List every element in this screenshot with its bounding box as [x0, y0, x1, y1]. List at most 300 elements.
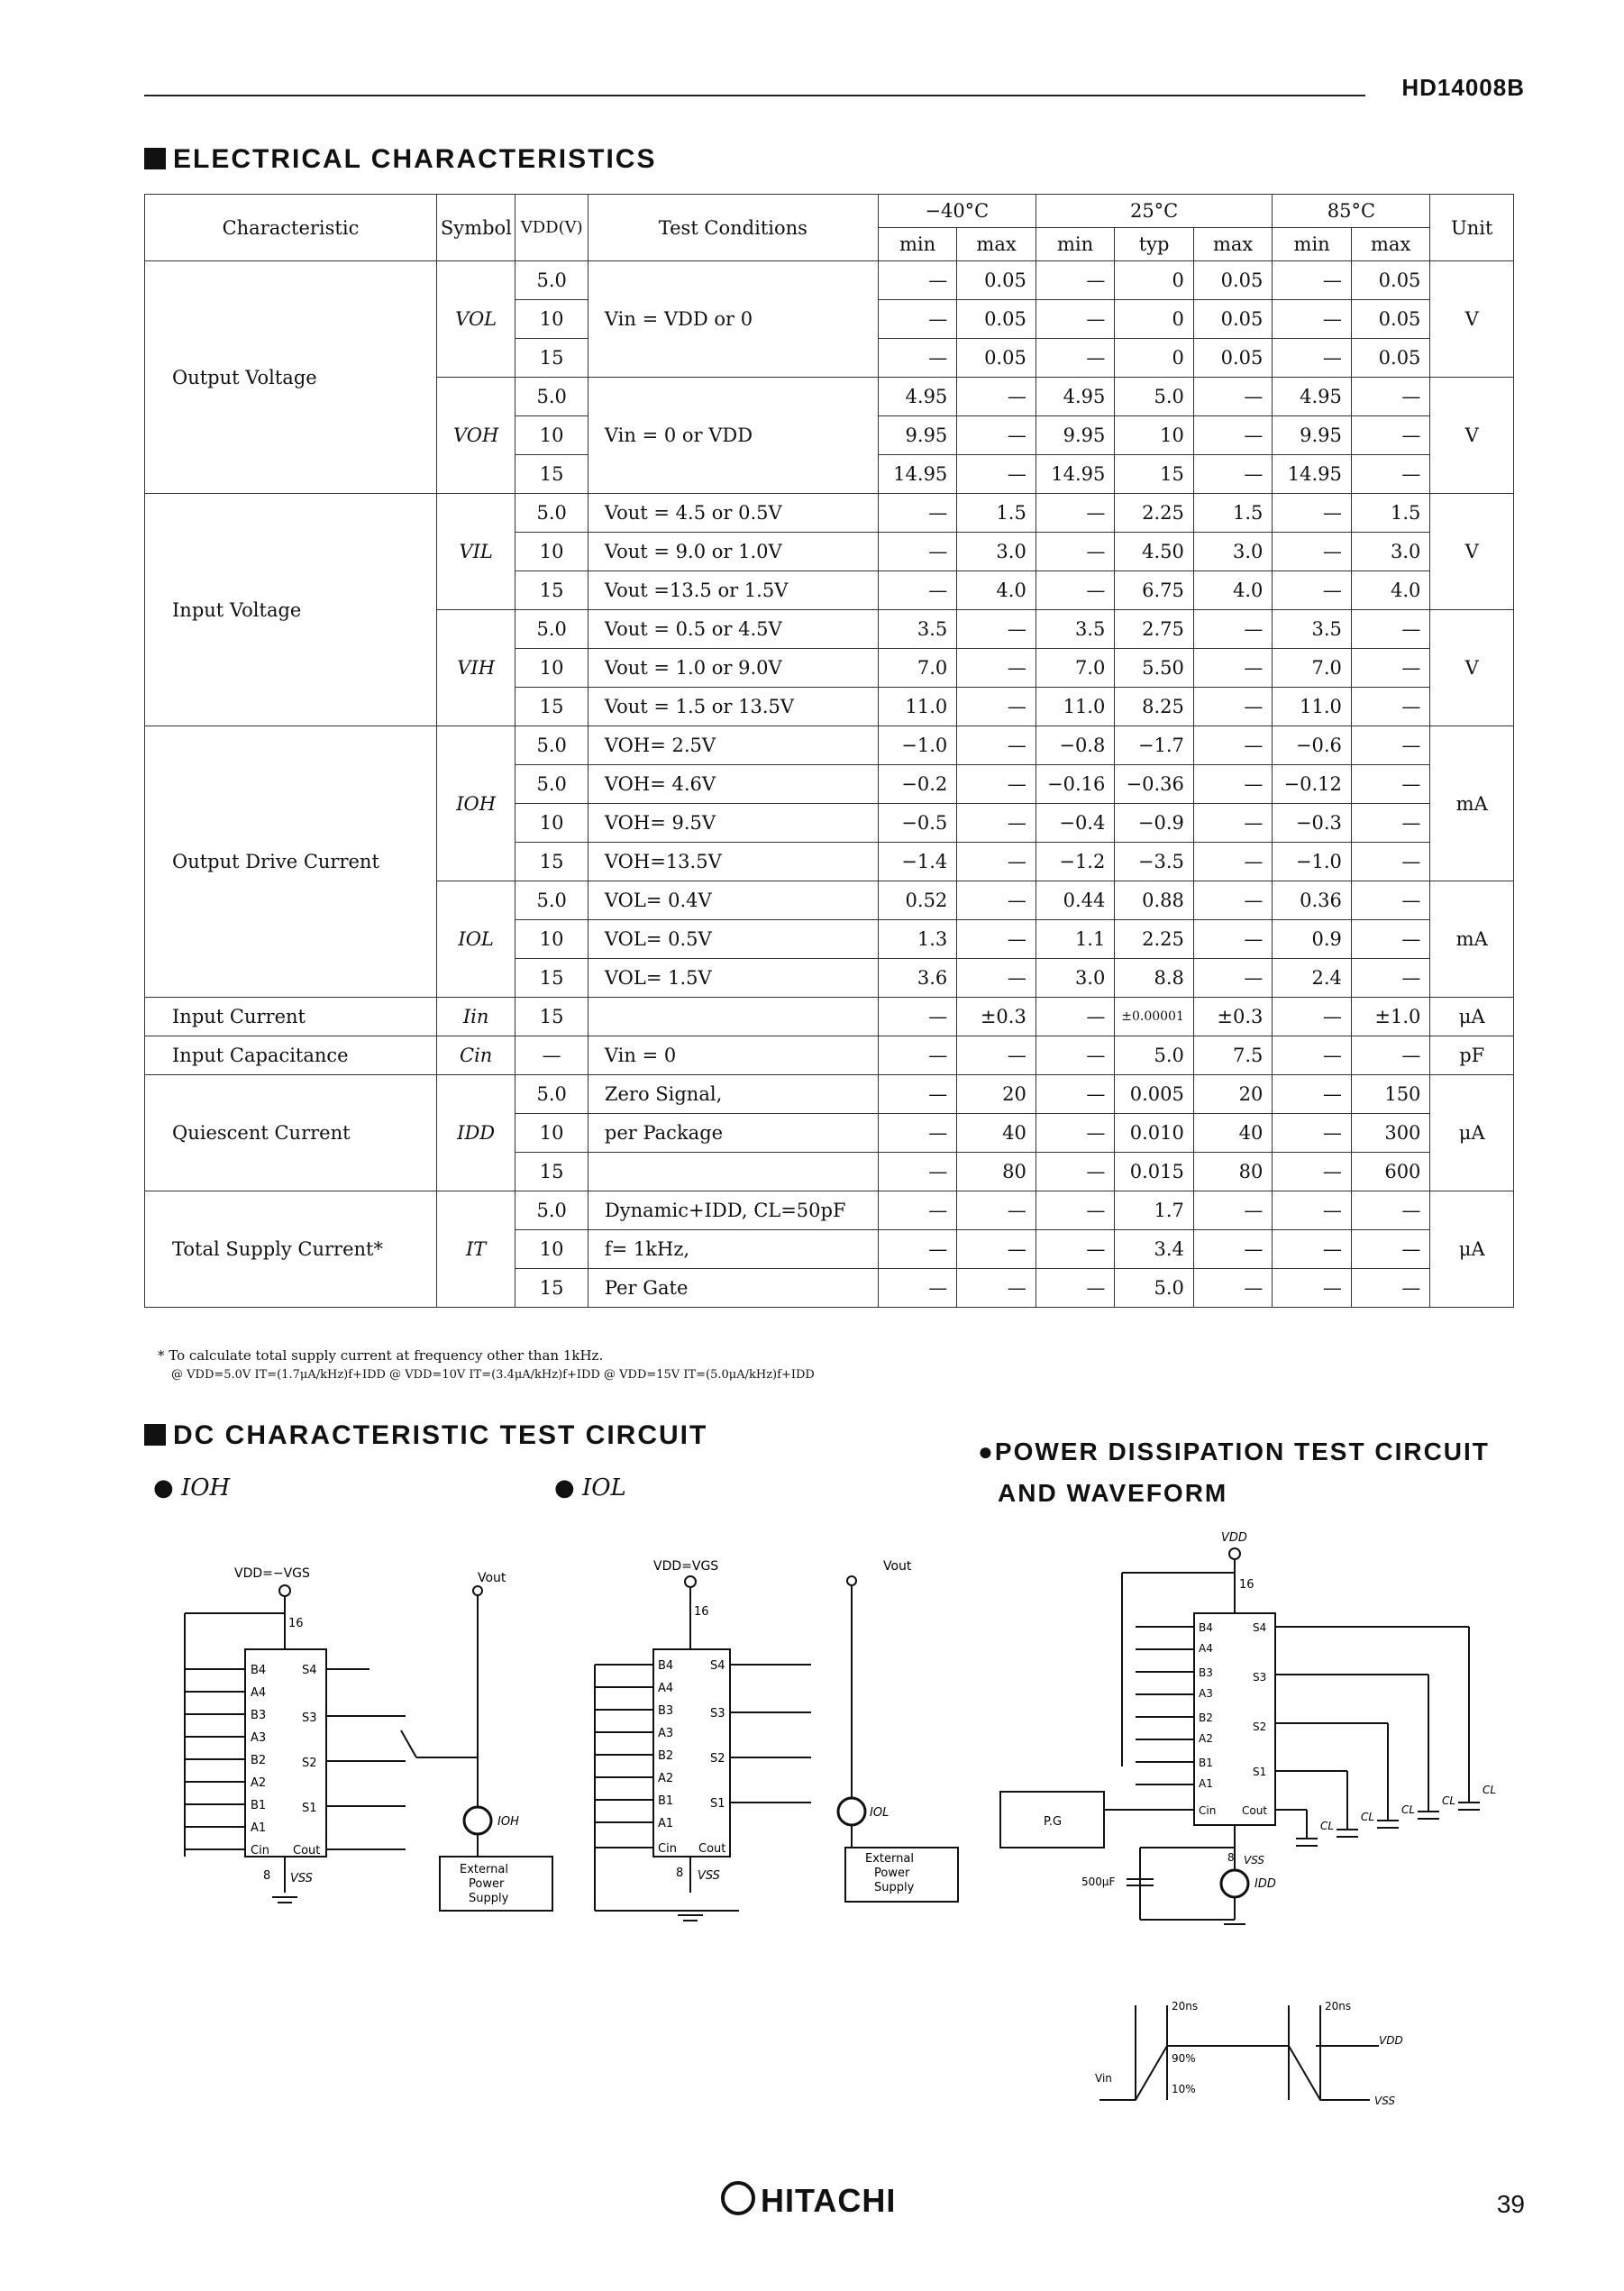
cell-value: —	[1273, 261, 1352, 300]
svg-text:S1: S1	[302, 1802, 317, 1815]
cell-value: 40	[957, 1114, 1036, 1153]
brand-logo: HITACHI	[721, 2181, 896, 2220]
svg-text:B2: B2	[658, 1749, 674, 1763]
cell-condition: VOL= 0.4V	[588, 881, 878, 920]
cell-vdd: 10	[515, 533, 588, 571]
cell-vdd: 5.0	[515, 726, 588, 765]
svg-text:CL: CL	[1401, 1803, 1416, 1816]
svg-text:S2: S2	[302, 1757, 317, 1770]
cell-value: —	[957, 843, 1036, 881]
cell-value: 4.95	[878, 378, 957, 416]
svg-text:Vin: Vin	[1095, 2072, 1112, 2085]
svg-text:P.G: P.G	[1044, 1815, 1063, 1829]
table-row	[145, 1191, 1514, 1230]
cell-unit: mA	[1430, 726, 1514, 881]
footnote: * To calculate total supply current at frequency other than 1kHz.	[158, 1347, 604, 1364]
cell-value: —	[878, 533, 957, 571]
hdr-temp-85: 85°C	[1273, 195, 1430, 228]
cell-vdd: 10	[515, 649, 588, 688]
cell-value: —	[1036, 1230, 1115, 1269]
iol-subtitle: ● IOL	[554, 1474, 626, 1501]
svg-text:Vout: Vout	[478, 1571, 506, 1585]
cell-value: —	[1193, 959, 1273, 998]
cell-value: —	[1193, 688, 1273, 726]
svg-text:S3: S3	[302, 1711, 317, 1725]
svg-text:8: 8	[263, 1869, 271, 1883]
cell-value: −1.7	[1115, 726, 1194, 765]
cell-value: 0.015	[1115, 1153, 1194, 1191]
cell-condition: Vout = 9.0 or 1.0V	[588, 533, 878, 571]
svg-text:A2: A2	[251, 1776, 267, 1790]
cell-value: 300	[1351, 1114, 1430, 1153]
cell-value: —	[1351, 726, 1430, 765]
cell-value: −0.12	[1273, 765, 1352, 804]
cell-value: 0.010	[1115, 1114, 1194, 1153]
cell-vdd: 5.0	[515, 1191, 588, 1230]
cell-value: —	[878, 1114, 957, 1153]
cell-characteristic: Output Drive Current	[145, 726, 437, 998]
hdr-temp-m40: −40°C	[878, 195, 1036, 228]
hdr-temp-25: 25°C	[1036, 195, 1273, 228]
cell-value: 11.0	[1036, 688, 1115, 726]
footnote-formulas: @ VDD=5.0V IT=(1.7μA/kHz)f+IDD @ VDD=10V IT=(3.4μA/kHz)f+IDD @ VDD=15V IT=(5.0μA/kHz)f+IDD	[171, 1368, 815, 1382]
svg-text:90%: 90%	[1172, 2052, 1196, 2065]
cell-vdd: 5.0	[515, 1075, 588, 1114]
table-row	[145, 494, 1514, 533]
cell-condition: Vout = 0.5 or 4.5V	[588, 610, 878, 649]
cell-value: 4.50	[1115, 533, 1194, 571]
cell-value: −0.16	[1036, 765, 1115, 804]
svg-text:A1: A1	[658, 1817, 674, 1830]
cell-vdd: 5.0	[515, 378, 588, 416]
cell-symbol: Cin	[436, 1036, 515, 1075]
cell-value: 0.05	[957, 339, 1036, 378]
cell-unit: pF	[1430, 1036, 1514, 1075]
cell-value: 11.0	[1273, 688, 1352, 726]
cell-value: —	[1273, 1269, 1352, 1308]
cell-value: 11.0	[878, 688, 957, 726]
cell-condition: Vout =13.5 or 1.5V	[588, 571, 878, 610]
svg-text:External: External	[460, 1863, 508, 1876]
svg-text:B4: B4	[251, 1664, 267, 1677]
svg-text:20ns: 20ns	[1325, 2000, 1352, 2013]
cell-value: 4.95	[1273, 378, 1352, 416]
ioh-test-circuit	[171, 1550, 586, 1929]
cell-value: —	[1273, 998, 1352, 1036]
svg-text:A2: A2	[1199, 1732, 1213, 1745]
cell-value: —	[1351, 804, 1430, 843]
cell-vdd: 15	[515, 1269, 588, 1308]
cell-value: —	[878, 571, 957, 610]
cell-value: 0.05	[1193, 300, 1273, 339]
svg-text:B1: B1	[251, 1799, 267, 1812]
cell-value: 0	[1115, 339, 1194, 378]
svg-text:B2: B2	[251, 1754, 267, 1767]
cell-value: —	[878, 998, 957, 1036]
cell-value: —	[957, 1230, 1036, 1269]
cell-value: —	[1193, 920, 1273, 959]
page-number: 39	[1496, 2190, 1525, 2218]
cell-condition: VOL= 0.5V	[588, 920, 878, 959]
cell-vdd: 15	[515, 959, 588, 998]
cell-value: —	[878, 300, 957, 339]
svg-text:Cin: Cin	[251, 1844, 269, 1857]
hdr-min: min	[878, 228, 957, 261]
cell-value: —	[1036, 339, 1115, 378]
svg-text:IOH: IOH	[497, 1815, 519, 1829]
cell-condition: Vin = 0	[588, 1036, 878, 1075]
svg-text:VSS: VSS	[698, 1869, 720, 1883]
cell-value: 80	[957, 1153, 1036, 1191]
cell-value: —	[1193, 843, 1273, 881]
cell-value: —	[878, 1075, 957, 1114]
cell-symbol: VIL	[436, 494, 515, 610]
svg-text:A4: A4	[251, 1686, 267, 1700]
power-dissipation-circuit	[991, 1523, 1532, 1992]
hdr-max: max	[1193, 228, 1273, 261]
cell-value: 3.0	[1351, 533, 1430, 571]
cell-value: —	[1036, 533, 1115, 571]
hdr-max: max	[957, 228, 1036, 261]
cell-value: 3.4	[1115, 1230, 1194, 1269]
cell-value: —	[1193, 1269, 1273, 1308]
cell-value: 2.25	[1115, 920, 1194, 959]
cell-value: —	[1036, 261, 1115, 300]
cell-value: 5.50	[1115, 649, 1194, 688]
cell-condition: Vout = 1.5 or 13.5V	[588, 688, 878, 726]
cell-vdd: 5.0	[515, 610, 588, 649]
cell-vdd: 15	[515, 688, 588, 726]
cell-value: −1.2	[1036, 843, 1115, 881]
cell-value: —	[1351, 1269, 1430, 1308]
cell-value: 0.52	[878, 881, 957, 920]
cell-vdd: 10	[515, 804, 588, 843]
cell-value: —	[957, 1036, 1036, 1075]
svg-text:A4: A4	[1199, 1642, 1213, 1655]
cell-value: —	[1351, 416, 1430, 455]
hdr-symbol: Symbol	[436, 195, 515, 261]
svg-text:20ns: 20ns	[1172, 2000, 1199, 2013]
cell-value: 0.05	[1351, 339, 1430, 378]
cell-value: 0.44	[1036, 881, 1115, 920]
cell-value: 4.95	[1036, 378, 1115, 416]
cell-value: —	[878, 494, 957, 533]
cell-value: —	[1273, 339, 1352, 378]
svg-text:S1: S1	[710, 1797, 725, 1811]
cell-characteristic: Total Supply Current*	[145, 1191, 437, 1308]
cell-value: 9.95	[1036, 416, 1115, 455]
cell-value: 0	[1115, 300, 1194, 339]
cell-vdd: 10	[515, 920, 588, 959]
cell-vdd: 15	[515, 455, 588, 494]
cell-characteristic: Input Voltage	[145, 494, 437, 726]
cell-value: —	[1193, 649, 1273, 688]
svg-text:S3: S3	[1253, 1671, 1267, 1684]
cell-condition: Per Gate	[588, 1269, 878, 1308]
cell-value: —	[1036, 571, 1115, 610]
cell-value: —	[1273, 1191, 1352, 1230]
svg-text:16: 16	[1239, 1578, 1254, 1592]
cell-vdd: 10	[515, 1114, 588, 1153]
cell-value: 20	[957, 1075, 1036, 1114]
cell-condition: VOH=13.5V	[588, 843, 878, 881]
cell-value: —	[1273, 1153, 1352, 1191]
cell-value: 8.25	[1115, 688, 1194, 726]
cell-value: −0.36	[1115, 765, 1194, 804]
cell-value: —	[957, 416, 1036, 455]
header-rule	[144, 95, 1365, 96]
svg-text:External: External	[865, 1852, 914, 1866]
cell-value: 0.05	[1351, 261, 1430, 300]
cell-value: —	[1193, 804, 1273, 843]
cell-value: 0.005	[1115, 1075, 1194, 1114]
cell-value: —	[957, 1191, 1036, 1230]
cell-value: —	[1351, 765, 1430, 804]
table-row	[145, 998, 1514, 1036]
cell-unit: V	[1430, 261, 1514, 378]
cell-value: 0.88	[1115, 881, 1194, 920]
cell-condition: Zero Signal,	[588, 1075, 878, 1114]
cell-value: —	[957, 804, 1036, 843]
cell-value: 5.0	[1115, 378, 1194, 416]
cell-value: −0.5	[878, 804, 957, 843]
svg-text:CL: CL	[1361, 1811, 1375, 1823]
cell-value: 1.5	[1193, 494, 1273, 533]
cell-value: 3.0	[957, 533, 1036, 571]
svg-text:VDD=−VGS: VDD=−VGS	[234, 1566, 310, 1581]
svg-text:Cout: Cout	[698, 1842, 726, 1856]
svg-text:S4: S4	[302, 1664, 317, 1677]
cell-symbol: IOH	[436, 726, 515, 881]
cell-value: —	[957, 1269, 1036, 1308]
cell-unit: V	[1430, 494, 1514, 610]
cell-value: 5.0	[1115, 1269, 1194, 1308]
cell-value: —	[1351, 1191, 1430, 1230]
cell-value: 150	[1351, 1075, 1430, 1114]
cell-unit: V	[1430, 610, 1514, 726]
hdr-typ: typ	[1115, 228, 1194, 261]
cell-value: —	[1036, 1269, 1115, 1308]
cell-value: —	[878, 261, 957, 300]
cell-symbol: VIH	[436, 610, 515, 726]
cell-value: —	[957, 881, 1036, 920]
cell-condition	[588, 998, 878, 1036]
cell-value: 3.5	[1036, 610, 1115, 649]
svg-text:A3: A3	[658, 1727, 674, 1740]
cell-value: —	[1036, 1114, 1115, 1153]
cell-value: −1.0	[1273, 843, 1352, 881]
cell-vdd: 15	[515, 998, 588, 1036]
cell-value: —	[1273, 1114, 1352, 1153]
cell-value: —	[1193, 1191, 1273, 1230]
hdr-min: min	[1273, 228, 1352, 261]
hdr-max: max	[1351, 228, 1430, 261]
cell-value: 14.95	[878, 455, 957, 494]
svg-text:VDD: VDD	[1379, 2034, 1403, 2047]
part-number: HD14008B	[1401, 74, 1525, 101]
cell-value: —	[1351, 843, 1430, 881]
cell-value: —	[1193, 455, 1273, 494]
cell-vdd: 5.0	[515, 765, 588, 804]
svg-text:Supply: Supply	[469, 1892, 509, 1905]
svg-text:A2: A2	[658, 1772, 674, 1785]
svg-text:B4: B4	[1199, 1621, 1213, 1634]
cell-value: —	[957, 688, 1036, 726]
cell-symbol: Iin	[436, 998, 515, 1036]
svg-text:B3: B3	[251, 1709, 267, 1722]
svg-text:500μF: 500μF	[1081, 1876, 1116, 1888]
cell-vdd: 15	[515, 339, 588, 378]
cell-value: —	[1036, 494, 1115, 533]
table-row	[145, 1036, 1514, 1075]
cell-value: 4.0	[1351, 571, 1430, 610]
electrical-characteristics-table	[144, 194, 1514, 1308]
cell-value: 20	[1193, 1075, 1273, 1114]
cell-characteristic: Output Voltage	[145, 261, 437, 494]
cell-value: —	[1273, 300, 1352, 339]
cell-value: —	[878, 1230, 957, 1269]
ec-section-title: ELECTRICAL CHARACTERISTICS	[144, 144, 656, 175]
cell-value: —	[1351, 959, 1430, 998]
svg-text:Power: Power	[874, 1867, 910, 1880]
cell-value: —	[1351, 1036, 1430, 1075]
cell-value: —	[1273, 1230, 1352, 1269]
svg-text:Cout: Cout	[293, 1844, 321, 1857]
svg-text:A3: A3	[1199, 1687, 1213, 1700]
cell-value: 9.95	[878, 416, 957, 455]
cell-value: —	[1351, 920, 1430, 959]
cell-value: —	[1273, 1036, 1352, 1075]
cell-condition: Vin = 0 or VDD	[588, 378, 878, 494]
cell-value: —	[1273, 571, 1352, 610]
svg-text:CL: CL	[1442, 1794, 1456, 1807]
cell-characteristic: Quiescent Current	[145, 1075, 437, 1191]
cell-condition	[588, 1153, 878, 1191]
cell-value: ±0.00001	[1115, 998, 1194, 1036]
input-waveform	[1081, 1992, 1424, 2118]
cell-vdd: 5.0	[515, 881, 588, 920]
cell-value: —	[1273, 1075, 1352, 1114]
cell-value: 3.0	[1036, 959, 1115, 998]
cell-value: 80	[1193, 1153, 1273, 1191]
cell-vdd: 10	[515, 300, 588, 339]
cell-value: −1.0	[878, 726, 957, 765]
cell-value: —	[957, 920, 1036, 959]
cell-value: 0	[1115, 261, 1194, 300]
cell-condition: Vin = VDD or 0	[588, 261, 878, 378]
cell-value: 40	[1193, 1114, 1273, 1153]
cell-value: 7.0	[1036, 649, 1115, 688]
hdr-test-conditions: Test Conditions	[588, 195, 878, 261]
cell-value: 9.95	[1273, 416, 1352, 455]
svg-text:A1: A1	[251, 1821, 267, 1835]
cell-value: —	[1036, 1036, 1115, 1075]
cell-value: —	[1351, 1230, 1430, 1269]
cell-value: 0.05	[957, 261, 1036, 300]
square-bullet-icon	[144, 1424, 166, 1446]
svg-text:VSS: VSS	[1374, 2095, 1396, 2107]
cell-value: 5.0	[1115, 1036, 1194, 1075]
cell-value: —	[878, 1153, 957, 1191]
cell-characteristic: Input Current	[145, 998, 437, 1036]
cell-value: 4.0	[957, 571, 1036, 610]
cell-vdd: 15	[515, 1153, 588, 1191]
cell-value: 1.1	[1036, 920, 1115, 959]
svg-text:IOL: IOL	[870, 1806, 890, 1820]
cell-value: 4.0	[1193, 571, 1273, 610]
cell-value: −0.2	[878, 765, 957, 804]
cell-value: −0.6	[1273, 726, 1352, 765]
cell-value: —	[957, 455, 1036, 494]
cell-value: 14.95	[1036, 455, 1115, 494]
cell-unit: μA	[1430, 1191, 1514, 1308]
cell-unit: μA	[1430, 1075, 1514, 1191]
cell-value: —	[878, 1269, 957, 1308]
table-row	[145, 261, 1514, 300]
cell-value: 6.75	[1115, 571, 1194, 610]
hdr-vdd: VDD(V)	[515, 195, 588, 261]
cell-condition: VOL= 1.5V	[588, 959, 878, 998]
cell-value: —	[878, 1191, 957, 1230]
cell-value: −3.5	[1115, 843, 1194, 881]
cell-vdd: 15	[515, 843, 588, 881]
svg-text:S4: S4	[710, 1659, 725, 1673]
svg-text:Cin: Cin	[1199, 1804, 1217, 1817]
cell-value: —	[1273, 533, 1352, 571]
svg-text:8: 8	[1227, 1851, 1235, 1864]
cell-value: —	[1193, 1230, 1273, 1269]
svg-text:A4: A4	[658, 1682, 674, 1695]
cell-value: —	[957, 649, 1036, 688]
svg-text:VDD=VGS: VDD=VGS	[653, 1559, 719, 1574]
hitachi-logo-icon	[721, 2181, 755, 2215]
cell-value: 0.36	[1273, 881, 1352, 920]
cell-vdd: 10	[515, 1230, 588, 1269]
svg-text:A1: A1	[1199, 1777, 1213, 1790]
cell-value: 2.4	[1273, 959, 1352, 998]
cell-value: −0.8	[1036, 726, 1115, 765]
cell-value: —	[1351, 378, 1430, 416]
cell-value: 3.5	[1273, 610, 1352, 649]
cell-value: 0.05	[1193, 261, 1273, 300]
svg-text:S2: S2	[710, 1752, 725, 1766]
svg-text:16: 16	[288, 1617, 304, 1630]
cell-condition: VOH= 9.5V	[588, 804, 878, 843]
cell-value: —	[957, 610, 1036, 649]
table-row	[145, 1075, 1514, 1114]
cell-value: —	[1351, 610, 1430, 649]
svg-text:B1: B1	[1199, 1757, 1213, 1769]
svg-text:Cin: Cin	[658, 1842, 677, 1856]
svg-text:VSS: VSS	[1244, 1854, 1265, 1867]
cell-value: 2.25	[1115, 494, 1194, 533]
cell-value: 1.7	[1115, 1191, 1194, 1230]
cell-value: ±0.3	[957, 998, 1036, 1036]
cell-value: 1.5	[957, 494, 1036, 533]
cell-condition: per Package	[588, 1114, 878, 1153]
cell-value: —	[1036, 1191, 1115, 1230]
cell-condition: Dynamic+IDD, CL=50pF	[588, 1191, 878, 1230]
cell-value: ±1.0	[1351, 998, 1430, 1036]
cell-value: −0.4	[1036, 804, 1115, 843]
svg-text:Cout: Cout	[1242, 1804, 1268, 1817]
cell-condition: Vout = 4.5 or 0.5V	[588, 494, 878, 533]
dc-section-title: DC CHARACTERISTIC TEST CIRCUIT	[144, 1420, 707, 1451]
cell-value: —	[957, 959, 1036, 998]
cell-value: —	[1193, 416, 1273, 455]
square-bullet-icon	[144, 148, 166, 169]
cell-value: —	[1193, 765, 1273, 804]
